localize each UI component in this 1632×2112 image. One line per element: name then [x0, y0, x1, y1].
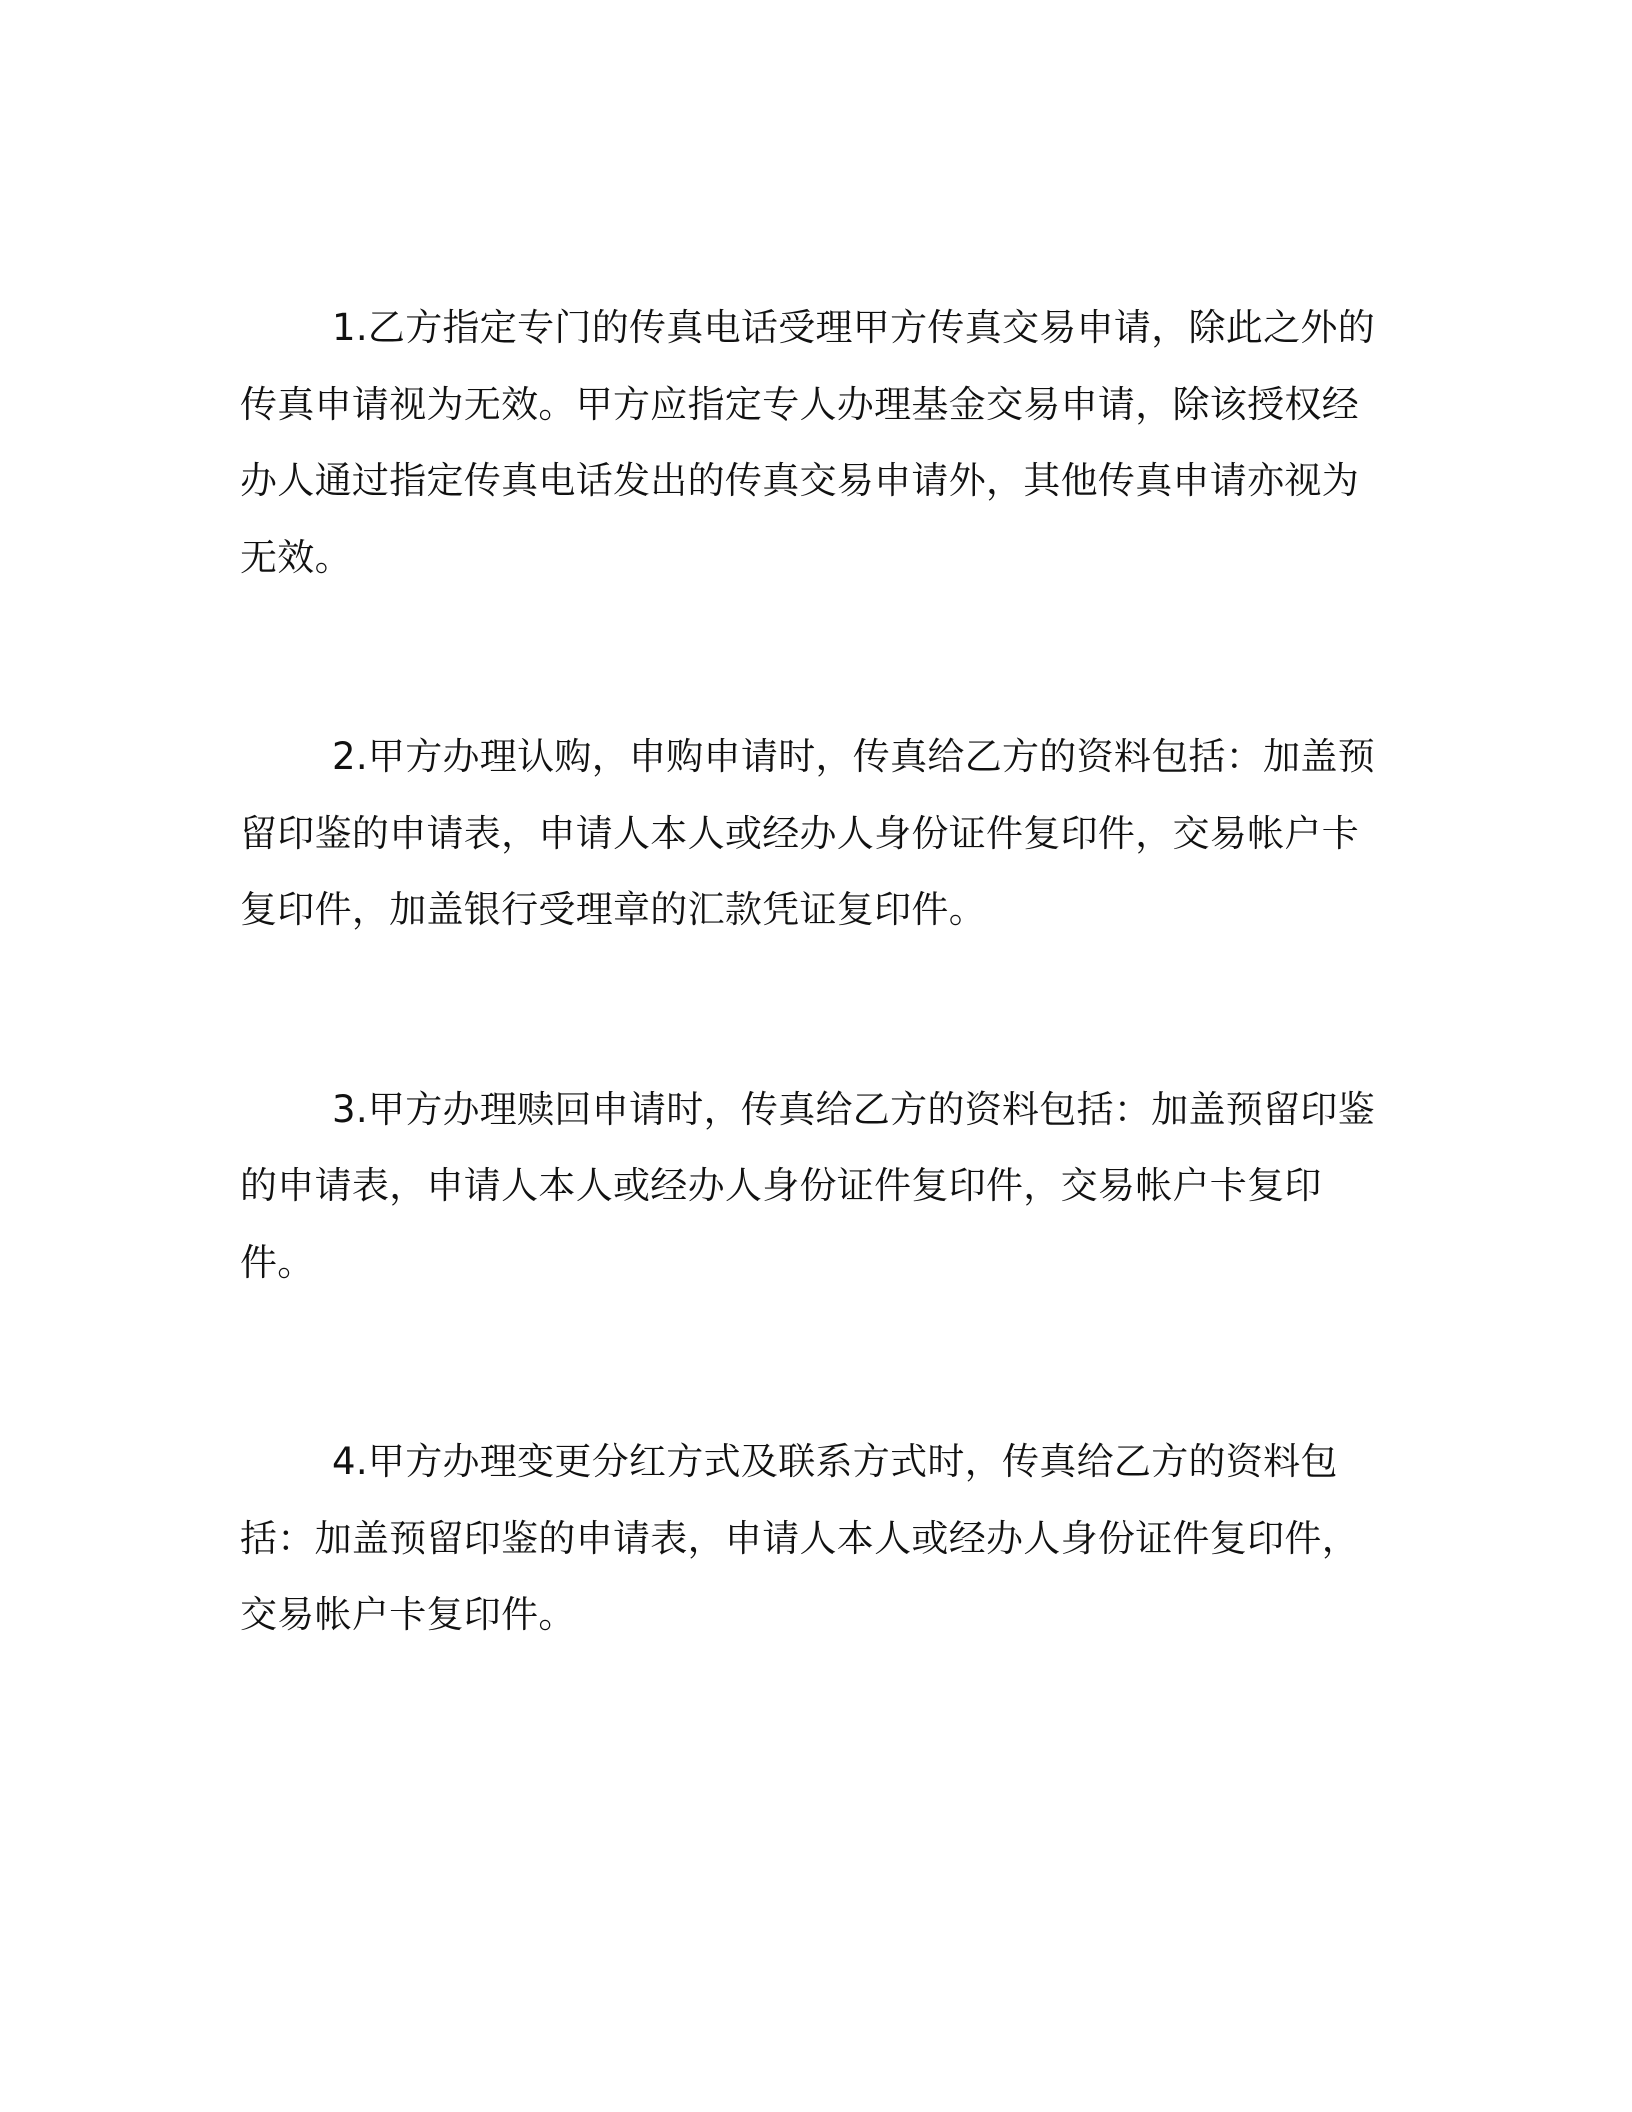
paragraph-4: 4.甲方办理变更分红方式及联系方式时，传真给乙方的资料包括：加盖预留印鉴的申请表，申请人本人或经办人身份证件复印件，交易帐户卡复印件。: [240, 1440, 1359, 1636]
paragraph-2: 2.甲方办理认购，申购申请时，传真给乙方的资料包括：加盖预留印鉴的申请表，申请人本人或经办人身份证件复印件，交易帐户卡复印件，加盖银行受理章的汇款凭证复印件。: [240, 735, 1375, 931]
paragraph-3: 3.甲方办理赎回申请时，传真给乙方的资料包括：加盖预留印鉴的申请表，申请人本人或经办人身份证件复印件，交易帐户卡复印件。: [240, 1087, 1375, 1284]
paragraph-1: 1.乙方指定专门的传真电话受理甲方传真交易申请，除此之外的传真申请视为无效。甲方应指定专人办理基金交易申请，除该授权经办人通过指定传真电话发出的传真交易申请外，其他传真申请亦视为无效。: [240, 306, 1375, 579]
document-body: [240, 290, 1392, 1654]
